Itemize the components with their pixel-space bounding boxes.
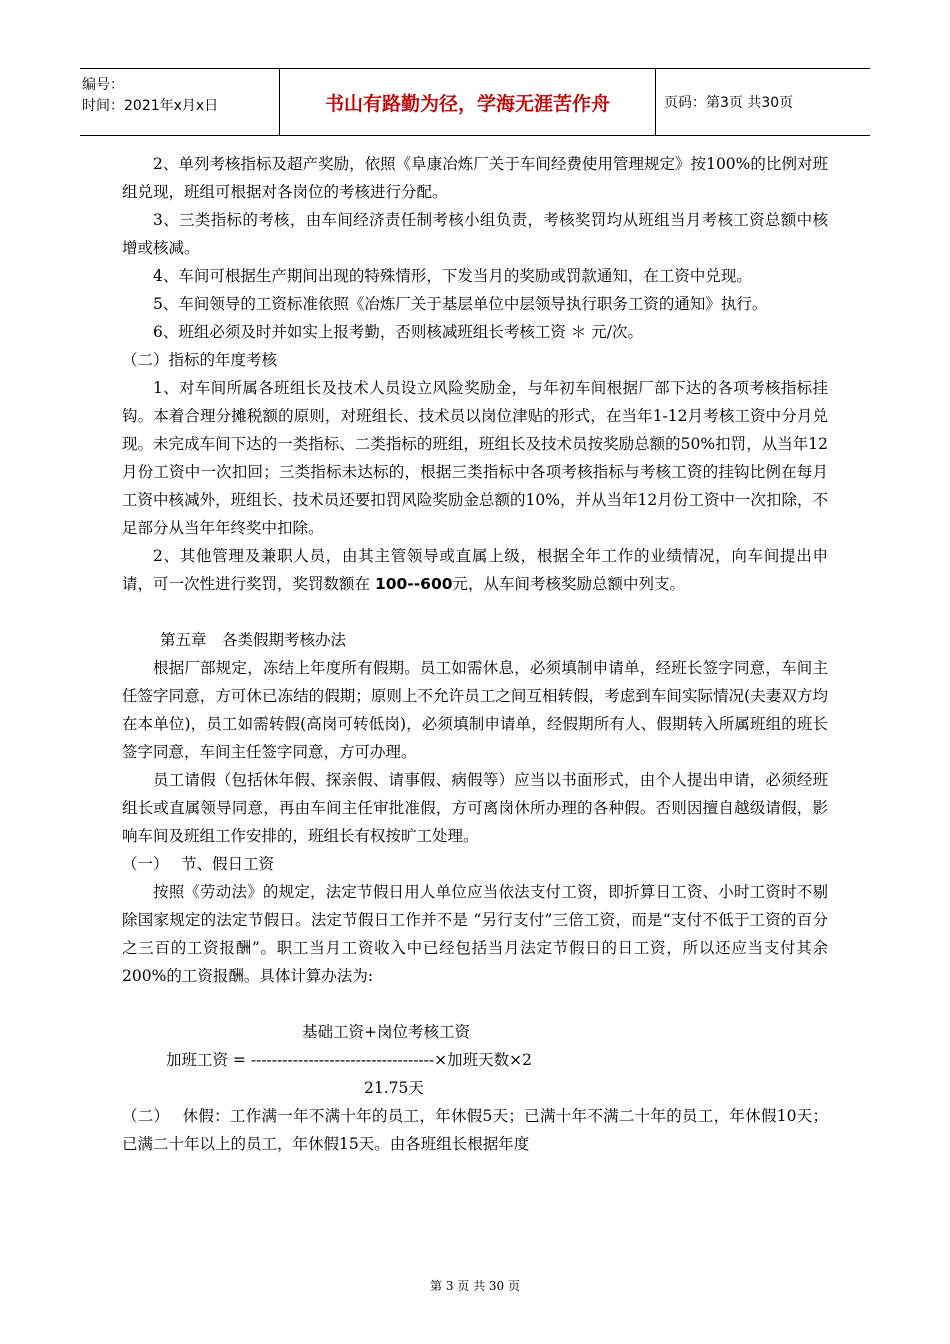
- paragraph: 1、对车间所属各班组长及技术人员设立风险奖励金，与年初车间根据厂部下达的各项考核指标挂钩。本着合理分摊税额的原则，对班组长、技术员以岗位津贴的形式，在当年1-12月考核工资中分月兑现。未完成车间下达的一类指标、二类指标的班组，班组长及技术员按奖励总额的50%扣罚，从当年12月份工资中一次扣回；三类指标未达标的，根据三类指标中各项考核指标与考核工资的挂钩比例在每月工资中核减外，班组长、技术员还要扣罚风险奖励金总额的10%，并从当年12月份工资中一次扣除，不足部分从当年年终奖中扣除。: [122, 379, 828, 537]
- paragraph-text: 2、其他管理及兼职人员，由其主管领导或直属上级，根据全年工作的业绩情况，向车间提出申请，可一次性进行奖罚，奖罚数额在: [122, 547, 828, 593]
- formula-denominator: 21.75天: [364, 1079, 424, 1097]
- page-footer: 第 3 页 共 30 页: [430, 1279, 520, 1293]
- paragraph: 3、三类指标的考核，由车间经济责任制考核小组负责，考核奖罚均从班组当月考核工资总额中核增或核减。: [122, 211, 828, 257]
- overtime-formula: [122, 1018, 828, 1102]
- spacer: [122, 990, 828, 1018]
- header-meta: [80, 69, 280, 135]
- paragraph-text: 元，从车间考核奖励总额中列支。: [452, 575, 686, 593]
- formula-numerator: 基础工资+岗位考核工资: [302, 1023, 470, 1041]
- chapter-title: 第五章 各类假期考核办法: [160, 631, 347, 649]
- spacer: [122, 598, 828, 626]
- document-body: [122, 150, 828, 1158]
- amount-range: 100--600: [374, 575, 453, 593]
- paragraph: 2、单列考核指标及超产奖励，依照《阜康冶炼厂关于车间经费使用管理规定》按100%的比例对班组兑现，班组可根据对各岗位的考核进行分配。: [122, 155, 828, 201]
- paragraph: 6、班组必须及时并如实上报考勤，否则核减班组长考核工资 ＊ 元/次。: [153, 323, 643, 341]
- section-heading: （一） 节、假日工资: [122, 855, 275, 873]
- paragraph: [122, 542, 828, 598]
- section-heading: （二）指标的年度考核: [122, 351, 278, 369]
- section-paragraph: （二） 休假：工作满一年不满十年的员工，年休假5天；已满十年不满二十年的员工，年休假10天；已满二十年以上的员工，年休假15天。由各班组长根据年度: [122, 1107, 828, 1153]
- header-page: 页码：第3页 共30页: [664, 95, 794, 111]
- paragraph: 根据厂部规定，冻结上年度所有假期。员工如需休息，必须填制申请单，经班长签字同意，车间主任签字同意，方可休已冻结的假期；原则上不允许员工之间互相转假，考虑到车间实际情况(夫妻双方均在本单位)，员工如需转假(高岗可转低岗)，必须填制申请单，经假期所有人、假期转入所属班组的班长签字同意，车间主任签字同意，方可办理。: [122, 659, 828, 761]
- paragraph: 4、车间可根据生产期间出现的特殊情形，下发当月的奖励或罚款通知，在工资中兑现。: [153, 267, 752, 285]
- paragraph: 按照《劳动法》的规定，法定节假日用人单位应当依法支付工资，即折算日工资、小时工资时不剔除国家规定的法定节假日。法定节假日工作并不是 “另行支付”三倍工资，而是“支付不低于工资的百分之三百的工资报酬”。职工当月工资收入中已经包括当月法定节假日的日工资，所以还应当支付其余200%的工资报酬。具体计算办法为:: [122, 883, 828, 985]
- formula-main: 加班工资 = -----------------------------------×加班天数×2: [166, 1051, 532, 1069]
- paragraph: 员工请假（包括休年假、探亲假、请事假、病假等）应当以书面形式，由个人提出申请，必须经班组长或直属领导同意，再由车间主任审批准假，方可离岗休所办理的各种假。否则因擅自越级请假，影响车间及班组工作安排的，班组长有权按旷工处理。: [122, 771, 828, 845]
- header-slogan: 书山有路勤为径，学海无涯苦作舟: [280, 69, 656, 135]
- header-code: 编号：: [82, 77, 124, 93]
- paragraph: 5、车间领导的工资标准依照《冶炼厂关于基层单位中层领导执行职务工资的通知》执行。: [153, 295, 768, 313]
- document-header: [80, 68, 870, 136]
- header-time: 时间：2021年x月x日: [82, 98, 219, 114]
